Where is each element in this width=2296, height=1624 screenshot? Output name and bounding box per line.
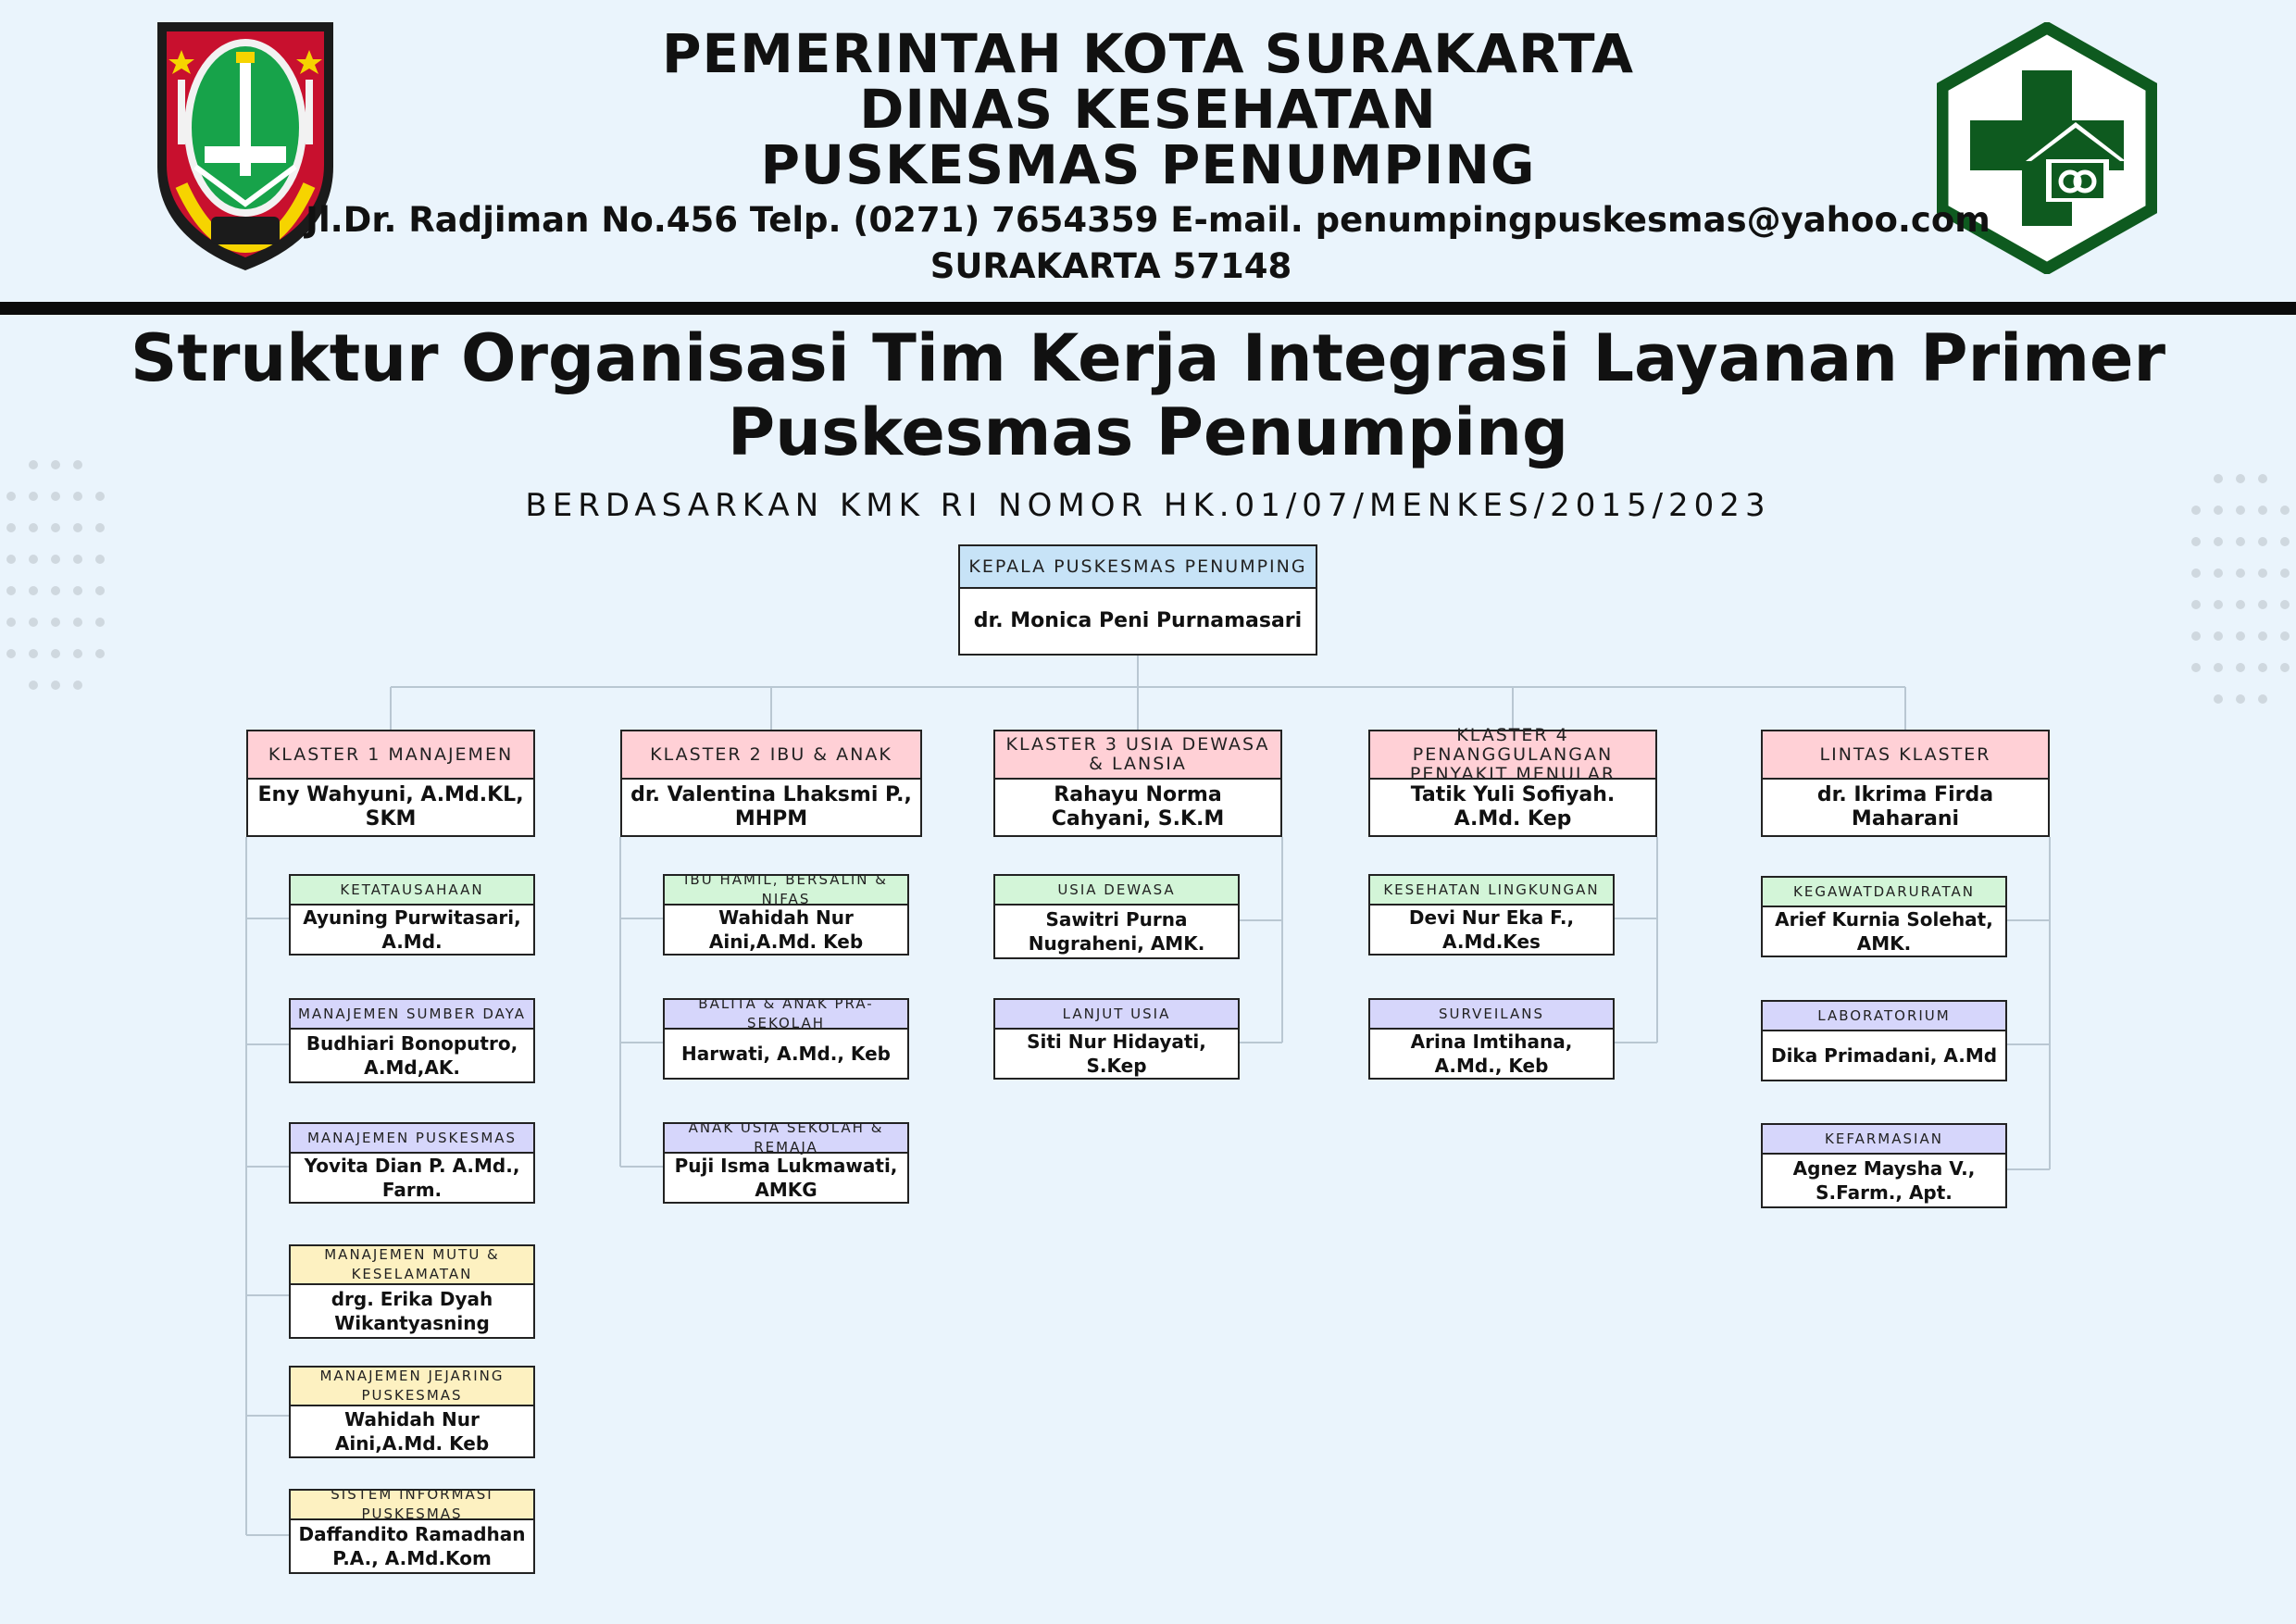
cluster-1-unit-5-box: [289, 1366, 535, 1458]
cluster-1-unit-1-name: Ayuning Purwitasari, A.Md.: [303, 906, 521, 953]
cluster-1-unit-5-role: MANAJEMEN JEJARING PUSKESMAS: [291, 1368, 533, 1406]
cluster-5-unit-2-box: [1761, 1000, 2007, 1081]
cluster-4-unit-2-role: SURVEILANS: [1370, 1000, 1613, 1030]
cluster-4-unit-1-box: [1368, 874, 1615, 956]
header-city: SURAKARTA 57148: [930, 246, 1292, 286]
cluster-3-unit-2-name: Siti Nur Hidayati, S.Kep: [1027, 1031, 1206, 1077]
cluster-2-unit-2-role: BALITA & ANAK PRA-SEKOLAH: [665, 1000, 907, 1030]
cluster-4-unit-1-role: KESEHATAN LINGKUNGAN: [1370, 876, 1613, 906]
chart-title-line2: Puskesmas Penumping: [727, 394, 1569, 470]
cluster-2-box: [620, 730, 922, 837]
cluster-3-box: [993, 730, 1282, 837]
cluster-5-unit-1-box: [1761, 876, 2007, 957]
cluster-1-unit-2-box: [289, 998, 535, 1083]
header-government: PEMERINTAH KOTA SURAKARTA: [662, 22, 1634, 85]
cluster-5-name: dr. Ikrima Firda Maharani: [1816, 783, 1994, 831]
cluster-1-unit-6-box: [289, 1486, 535, 1574]
cluster-2-role: KLASTER 2 IBU & ANAK: [622, 731, 920, 780]
header-puskesmas: PUSKESMAS PENUMPING: [760, 133, 1536, 196]
cluster-2-unit-3-box: [663, 1119, 909, 1204]
cluster-1-unit-3-name: Yovita Dian P. A.Md., Farm.: [304, 1155, 520, 1201]
cluster-1-unit-4-role: MANAJEMEN MUTU & KESELAMATAN: [291, 1246, 533, 1285]
cluster-3-unit-2-role: LANJUT USIA: [995, 1000, 1238, 1030]
cluster-4-box: [1368, 724, 1657, 837]
cluster-1-unit-1-role: KETATAUSAHAAN: [291, 876, 533, 906]
cluster-5-unit-3-name: Agnez Maysha V., S.Farm., Apt.: [1792, 1157, 1976, 1204]
cluster-5-unit-2-role: LABORATORIUM: [1763, 1002, 2005, 1031]
cluster-1-unit-4-box: [289, 1244, 535, 1339]
cluster-1-unit-6-name: Daffandito Ramadhan P.A., A.Md.Kom: [298, 1523, 526, 1569]
cluster-5-unit-3-box: [1761, 1123, 2007, 1208]
cluster-1-role: KLASTER 1 MANAJEMEN: [248, 731, 533, 780]
cluster-1-unit-1-box: [289, 874, 535, 956]
cluster-1-unit-2-name: Budhiari Bonoputro, A.Md,AK.: [306, 1032, 518, 1079]
cluster-1-unit-5-name: Wahidah Nur Aini,A.Md. Keb: [334, 1408, 490, 1455]
cluster-4-unit-2-name: Arina Imtihana, A.Md., Keb: [1410, 1031, 1573, 1077]
cluster-4-name: Tatik Yuli Sofiyah. A.Md. Kep: [1410, 783, 1616, 831]
cluster-1-unit-2-role: MANAJEMEN SUMBER DAYA: [291, 1000, 533, 1030]
cluster-2-unit-3-role: ANAK USIA SEKOLAH & REMAJA: [665, 1124, 907, 1154]
cluster-2-unit-2-box: [663, 995, 909, 1080]
cluster-1-name: Eny Wahyuni, A.Md.KL, SKM: [257, 783, 524, 831]
header-department: DINAS KESEHATAN: [859, 78, 1437, 141]
chart-title-line1: Struktur Organisasi Tim Kerja Integrasi Layanan Primer: [130, 320, 2166, 396]
cluster-2-unit-1-box: [663, 871, 909, 956]
cluster-5-unit-2-name: Dika Primadani, A.Md: [1770, 1044, 1998, 1067]
head-box: [958, 544, 1317, 656]
cluster-4-role: KLASTER 4 PENANGGULANGAN PENYAKIT MENULAR: [1370, 731, 1655, 780]
cluster-1-unit-6-role: SISTEM INFORMASI PUSKESMAS: [291, 1491, 533, 1520]
cluster-3-unit-1-role: USIA DEWASA: [995, 876, 1238, 906]
cluster-5-role: LINTAS KLASTER: [1763, 731, 2048, 780]
cluster-1-unit-3-role: MANAJEMEN PUSKESMAS: [291, 1124, 533, 1154]
chart-subtitle: BERDASARKAN KMK RI NOMOR HK.01/07/MENKES/2015/2023: [525, 487, 1771, 524]
cluster-2-unit-3-name: Puji Isma Lukmawati, AMKG: [674, 1155, 898, 1201]
cluster-4-unit-2-box: [1368, 998, 1615, 1080]
cluster-2-unit-1-role: IBU HAMIL, BERSALIN & NIFAS: [665, 876, 907, 906]
cluster-3-role: KLASTER 3 USIA DEWASA & LANSIA: [995, 731, 1280, 780]
cluster-3-name: Rahayu Norma Cahyani, S.K.M: [1051, 783, 1225, 831]
head-name: dr. Monica Peni Purnamasari: [973, 609, 1303, 632]
cluster-2-unit-2-name: Harwati, A.Md., Keb: [681, 1043, 891, 1065]
cluster-5-box: [1761, 730, 2050, 837]
cluster-1-unit-4-name: drg. Erika Dyah Wikantyasning: [331, 1288, 493, 1334]
cluster-2-unit-1-name: Wahidah Nur Aini,A.Md. Keb: [708, 906, 864, 953]
cluster-3-unit-2-box: [993, 998, 1240, 1080]
cluster-1-box: [246, 730, 535, 837]
cluster-5-unit-1-name: Arief Kurnia Solehat, AMK.: [1775, 908, 1993, 955]
cluster-5-unit-1-role: KEGAWATDARURATAN: [1763, 878, 2005, 907]
head-role: KEPALA PUSKESMAS PENUMPING: [960, 546, 1316, 589]
cluster-3-unit-1-name: Sawitri Purna Nugraheni, AMK.: [1028, 908, 1205, 955]
header-address: Jl.Dr. Radjiman No.456 Telp. (0271) 7654359 E-mail. penumpingpuskesmas@yahoo.com: [306, 200, 1990, 240]
cluster-3-unit-1-box: [993, 874, 1240, 959]
cluster-1-unit-3-box: [289, 1122, 535, 1204]
cluster-2-name: dr. Valentina Lhaksmi P., MHPM: [630, 783, 912, 831]
cluster-5-unit-3-role: KEFARMASIAN: [1763, 1125, 2005, 1155]
cluster-4-unit-1-name: Devi Nur Eka F., A.Md.Kes: [1408, 906, 1575, 953]
